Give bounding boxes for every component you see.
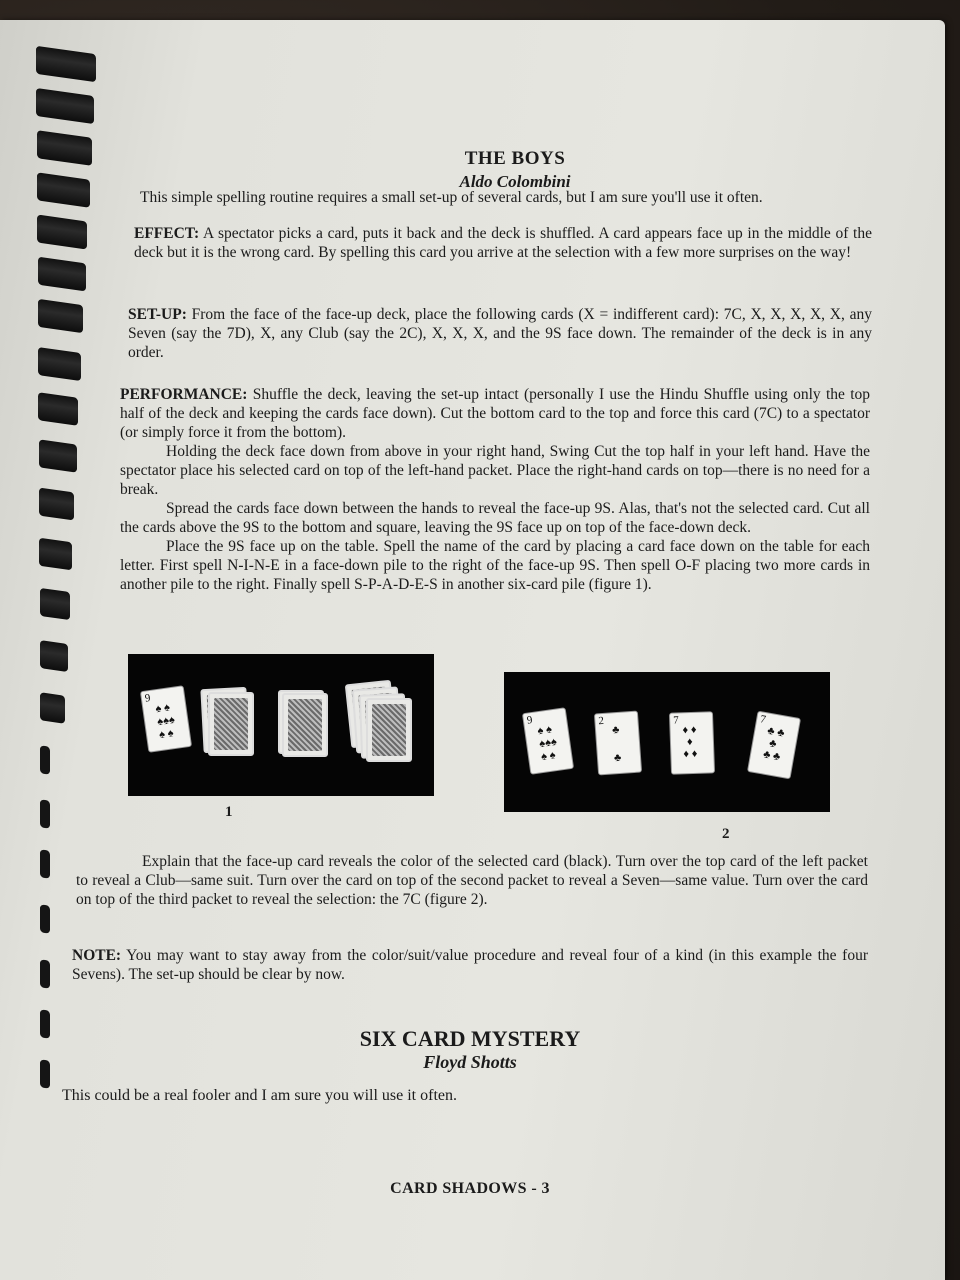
performance-para-3: Spread the cards face down between the hands to reveal the face-up 9S. Alas, that's not the selected card. Cut all the cards above the 9S to the bottom and square, leaving the 9S face up on top of the face-down deck. [120, 500, 870, 536]
pile-spades-back [366, 698, 412, 762]
pile-of-back [282, 693, 328, 757]
seven-of-clubs-card: 7 ♣ ♣ ♣ ♣ ♣ [747, 711, 801, 780]
nine-of-spades-card: 9 ♠ ♠ ♠♠♠ ♠ ♠ [522, 707, 574, 775]
intro-paragraph: This simple spelling routine requires a small set-up of several cards, but I am sure you'll use it often. [140, 189, 763, 206]
pile-nine-back [208, 692, 254, 756]
effect-label: EFFECT: [134, 225, 200, 242]
performance-para-2: Holding the deck face down from above in your right hand, Swing Cut the top half in your left hand. Have the spectator place his selected card on top of the left-hand packet. Place the right-hand cards on top—there is no need for a break. [120, 443, 870, 498]
nine-of-spades-card: 9 ♠ ♠ ♠♠♠ ♠ ♠ [140, 685, 192, 753]
figure-1-caption: 1 [225, 804, 233, 820]
performance-para-4: Place the 9S face up on the table. Spell the name of the card by placing a card face down on the table for each letter. First spell N-I-N-E in a face-down pile to the right of the face-up 9S. Then spell O-F placing two more cards in another pile to the right. Finally spell S-P-A-D-E-S in another six-card pile (figure 1). [120, 538, 870, 593]
performance-text: Shuffle the deck, leaving the set-up intact (personally I use the Hindu Shuffle using only the top half of the deck and keeping the cards face down). Cut the bottom card to the top and force this card (7C) to a spectator (or simply force it from the bottom). [120, 386, 870, 441]
article-title: THE BOYS [464, 148, 566, 169]
note-text: You may want to stay away from the color/suit/value procedure and reveal four of a kind (in this example the four Sevens). The set-up should be clear by now. [72, 947, 868, 983]
setup-text: From the face of the face-up deck, place the following cards (X = indifferent card): 7C, X, X, X, X, X, any Seven (say the 7D), X, any Club (say the 2C), X, X, X, and the 9S face down. The remainder of the deck is in any order. [128, 306, 872, 361]
note-paragraph [72, 946, 868, 984]
figure-2-caption: 2 [722, 826, 730, 842]
effect-paragraph [134, 224, 872, 262]
seven-of-diamonds-card: 7 ♦ ♦ ♦ ♦ ♦ [669, 711, 715, 774]
figure-2-photo [504, 672, 830, 812]
article-2-title: SIX CARD MYSTERY [359, 1026, 581, 1051]
article-author: Aldo Colombini [459, 172, 571, 191]
page-content [0, 20, 945, 1280]
page-footer: CARD SHADOWS - 3 [390, 1180, 550, 1197]
performance-label: PERFORMANCE: [120, 386, 248, 403]
performance-paragraph [120, 385, 870, 594]
setup-paragraph [128, 305, 872, 362]
explain-paragraph: Explain that the face-up card reveals the color of the selected card (black). Turn over the top card of the left packet to reveal a Club—same suit. Turn over the card on top of the second packet to reveal a Seven—same value. Turn over the card on top of the third packet to reveal the selection: the 7C (figure 2). [76, 853, 868, 908]
article-2-author: Floyd Shotts [423, 1052, 517, 1072]
two-of-clubs-card: 2 ♣ ♣ [594, 711, 642, 776]
book-page [0, 20, 945, 1280]
note-label: NOTE: [72, 947, 122, 964]
setup-label: SET-UP: [128, 306, 187, 323]
figure-1-photo [128, 654, 434, 796]
article-2-intro: This could be a real fooler and I am sure you will use it often. [62, 1087, 457, 1104]
effect-text: A spectator picks a card, puts it back and the deck is shuffled. A card appears face up in the middle of the deck but it is the wrong card. By spelling this card you arrive at the selection with a few more surprises on the way! [134, 225, 872, 261]
